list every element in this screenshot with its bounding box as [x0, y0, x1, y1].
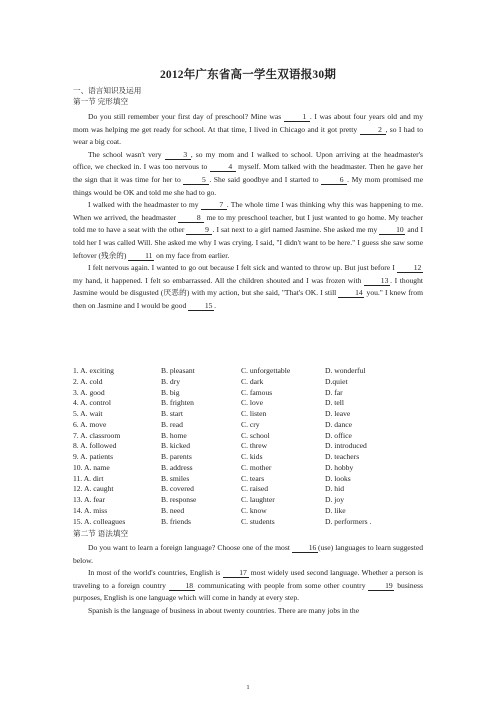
grammar-passage: [73, 542, 423, 618]
option-choice: B. covered: [161, 484, 194, 494]
option-choice: 5. A. wait: [73, 409, 103, 418]
cloze-passage: [73, 111, 423, 313]
options-list: [73, 366, 433, 527]
option-choice: C. love: [241, 398, 263, 408]
passage-text: In most of the world's countries, English is: [88, 568, 223, 578]
answer-blank[interactable]: 3: [165, 151, 191, 160]
option-choice: 2. A. cold: [73, 376, 103, 386]
option-choice: 8. A. followed: [73, 441, 117, 451]
option-choice: B. big: [161, 387, 180, 397]
answer-blank[interactable]: 15: [188, 302, 214, 311]
option-row: [73, 484, 433, 495]
option-choice: D.quiet: [325, 376, 348, 386]
option-choice: B. start: [161, 409, 183, 418]
answer-blank[interactable]: 7: [201, 201, 227, 210]
paragraph: [73, 262, 423, 312]
answer-blank[interactable]: 12: [397, 264, 423, 273]
passage-text: . She said goodbye and I started to: [209, 174, 322, 184]
answer-blank[interactable]: 11: [128, 252, 154, 261]
section-heading-grammar: 第二节 语法填空: [73, 529, 129, 538]
option-row: [73, 517, 433, 528]
option-row: [73, 420, 433, 431]
passage-text: on my face from earlier.: [154, 250, 230, 260]
answer-blank[interactable]: 6: [321, 176, 347, 185]
option-choice: 14. A. miss: [73, 505, 108, 515]
paragraph: [73, 605, 423, 618]
option-choice: D. joy: [325, 495, 344, 504]
option-row: [73, 398, 433, 409]
option-choice: D. wonderful: [325, 366, 366, 375]
option-choice: B. dry: [161, 376, 180, 386]
option-choice: B. parents: [161, 452, 192, 461]
option-choice: D. hid: [325, 484, 344, 494]
option-choice: B. kicked: [161, 441, 191, 451]
option-choice: D. tell: [325, 398, 344, 408]
option-choice: 9. A. patients: [73, 452, 114, 461]
paragraph: [73, 542, 423, 567]
passage-text: , so my mom and I walked to school. Upon arriving at the headmaster's office, we checked in. I was too nervous to: [73, 149, 423, 172]
passage-text: , so I had to wear a big coat.: [73, 124, 423, 147]
option-choice: B. friends: [161, 516, 191, 526]
option-choice: D. like: [325, 505, 346, 515]
passage-text: Do you still remember your first day of preschool? Mine was: [88, 112, 284, 121]
part-heading: 一、语言知识及运用: [73, 86, 142, 95]
option-choice: D. hobby: [325, 462, 354, 472]
option-choice: B. address: [161, 462, 193, 472]
paragraph: [73, 199, 423, 262]
passage-text: my hand, it happened. I felt so embarrassed. All the children shouted and I was frozen with: [73, 275, 365, 285]
option-choice: C. dark: [241, 376, 264, 386]
passage-text: myself. Mom talked with the headmaster. Then he gave her the sign that it was time for her to: [73, 162, 423, 184]
option-row: [73, 452, 433, 463]
option-choice: C. raised: [241, 484, 268, 494]
answer-blank[interactable]: 19: [368, 582, 394, 591]
option-row: [73, 495, 433, 506]
passage-text: and I told her I was called Will. She asked me why I was crying. I said, "I didn't want to be here." I guess she saw some leftover (残余的): [73, 225, 423, 260]
answer-blank[interactable]: 2: [360, 126, 386, 135]
option-choice: C. kids: [241, 452, 263, 461]
option-choice: C. students: [241, 516, 275, 526]
page-number: 1: [246, 684, 250, 691]
option-choice: 4. A. control: [73, 398, 111, 408]
option-row: [73, 506, 433, 517]
option-choice: D. performers .: [325, 516, 372, 526]
option-choice: D. looks: [325, 473, 351, 483]
option-row: [73, 431, 433, 442]
answer-blank[interactable]: 18: [169, 582, 195, 591]
option-choice: C. laughter: [241, 495, 275, 504]
passage-text: . The whole time I was thinking why this was happening to me. When we arrived, the headmaster: [73, 200, 423, 222]
option-choice: B. need: [161, 505, 185, 515]
option-row: [73, 366, 433, 377]
passage-text: Do you want to learn a foreign language? Choose one of the most: [88, 543, 293, 552]
option-row: [73, 463, 433, 474]
option-choice: C. famous: [241, 387, 273, 397]
option-choice: D. introduced: [325, 441, 367, 451]
option-choice: B. pleasant: [161, 366, 195, 375]
passage-text: business purposes, English is one language which will come in handy at every step.: [73, 580, 423, 603]
passage-text: Spanish is the language of business in about twenty countries. There are many jobs in the: [88, 605, 360, 615]
passage-text: you." I knew from then on Jasmine and I would be good: [73, 288, 423, 310]
option-choice: C. listen: [241, 409, 267, 418]
passage-text: . I was about four years old and my mom was helping me get ready for school. At that time, I lived in Chicago and it got pretty: [73, 112, 424, 134]
option-choice: C. school: [241, 430, 270, 440]
option-choice: D. office: [325, 430, 352, 440]
page-title: 2012年广东省高一学生双语报30期: [159, 69, 337, 81]
option-choice: B. smiles: [161, 473, 190, 483]
option-choice: C. mother: [241, 462, 272, 472]
paragraph: [73, 149, 423, 199]
passage-text: The school wasn't very: [88, 149, 165, 159]
option-choice: D. dance: [325, 419, 352, 429]
answer-blank[interactable]: 1: [284, 113, 310, 122]
option-choice: 11. A. dirt: [73, 473, 104, 483]
option-choice: D. teachers: [325, 452, 360, 461]
passage-text: communicating with people from some other country: [194, 580, 369, 590]
passage-text: I felt nervous again. I wanted to go out because I felt sick and wanted to throw up. But just before I: [88, 263, 397, 273]
answer-blank[interactable]: 4: [210, 163, 236, 172]
option-choice: 3. A. good: [73, 387, 105, 397]
option-choice: C. know: [241, 505, 267, 515]
section-heading-cloze: 第一节 完形填空: [73, 97, 129, 106]
answer-blank[interactable]: 10: [379, 226, 405, 235]
option-choice: B. home: [161, 430, 187, 440]
option-choice: D. leave: [325, 409, 351, 418]
option-choice: 6. A. move: [73, 419, 107, 429]
passage-text: . I thought Jasmine would be disgusted (厌恶的) with my action, but she said, "That's OK. I still: [73, 275, 424, 298]
answer-blank[interactable]: 9: [186, 226, 212, 235]
answer-blank[interactable]: 8: [178, 214, 204, 223]
passage-text: (use) languages to learn suggested below.: [73, 543, 424, 565]
answer-blank[interactable]: 13: [364, 277, 390, 286]
option-row: [73, 474, 433, 485]
paragraph: [73, 567, 423, 605]
option-row: [73, 377, 433, 388]
option-choice: D. far: [325, 387, 343, 397]
option-choice: B. read: [161, 419, 183, 429]
option-choice: C. threw: [241, 441, 268, 451]
option-choice: 1. A. exciting: [73, 366, 114, 375]
option-choice: 10. A. name: [73, 462, 110, 472]
paragraph: [73, 111, 423, 149]
option-choice: 15. A. colleagues: [73, 516, 126, 526]
option-choice: C. cry: [241, 419, 260, 429]
option-choice: B. frighten: [161, 398, 194, 408]
option-choice: 7. A. classroom: [73, 430, 121, 440]
option-choice: C. unforgettable: [241, 366, 291, 375]
passage-text: . I sat next to a girl named Jasmine. She asked me my: [212, 225, 380, 235]
passage-text: . My mom promised me things would be OK and told me she had to go.: [73, 174, 423, 197]
option-choice: C. tears: [241, 473, 265, 483]
option-choice: 12. A. caught: [73, 484, 114, 494]
answer-blank[interactable]: 17: [223, 569, 249, 578]
passage-text: I walked with the headmaster to my: [88, 200, 201, 210]
option-row: [73, 388, 433, 399]
option-row: [73, 409, 433, 420]
option-choice: B. response: [161, 495, 197, 504]
passage-text: me to my preschool teacher, but I just wanted to go home. My teacher told me to have a seat with the other: [73, 212, 424, 235]
passage-text: most widely used second language. Whether a person is traveling to a foreign country: [73, 568, 423, 590]
answer-blank[interactable]: 14: [338, 289, 364, 298]
option-choice: 13. A. fear: [73, 495, 106, 504]
passage-text: .: [214, 300, 217, 310]
answer-blank[interactable]: 5: [183, 176, 209, 185]
option-row: [73, 441, 433, 452]
answer-blank[interactable]: 16: [292, 544, 318, 553]
